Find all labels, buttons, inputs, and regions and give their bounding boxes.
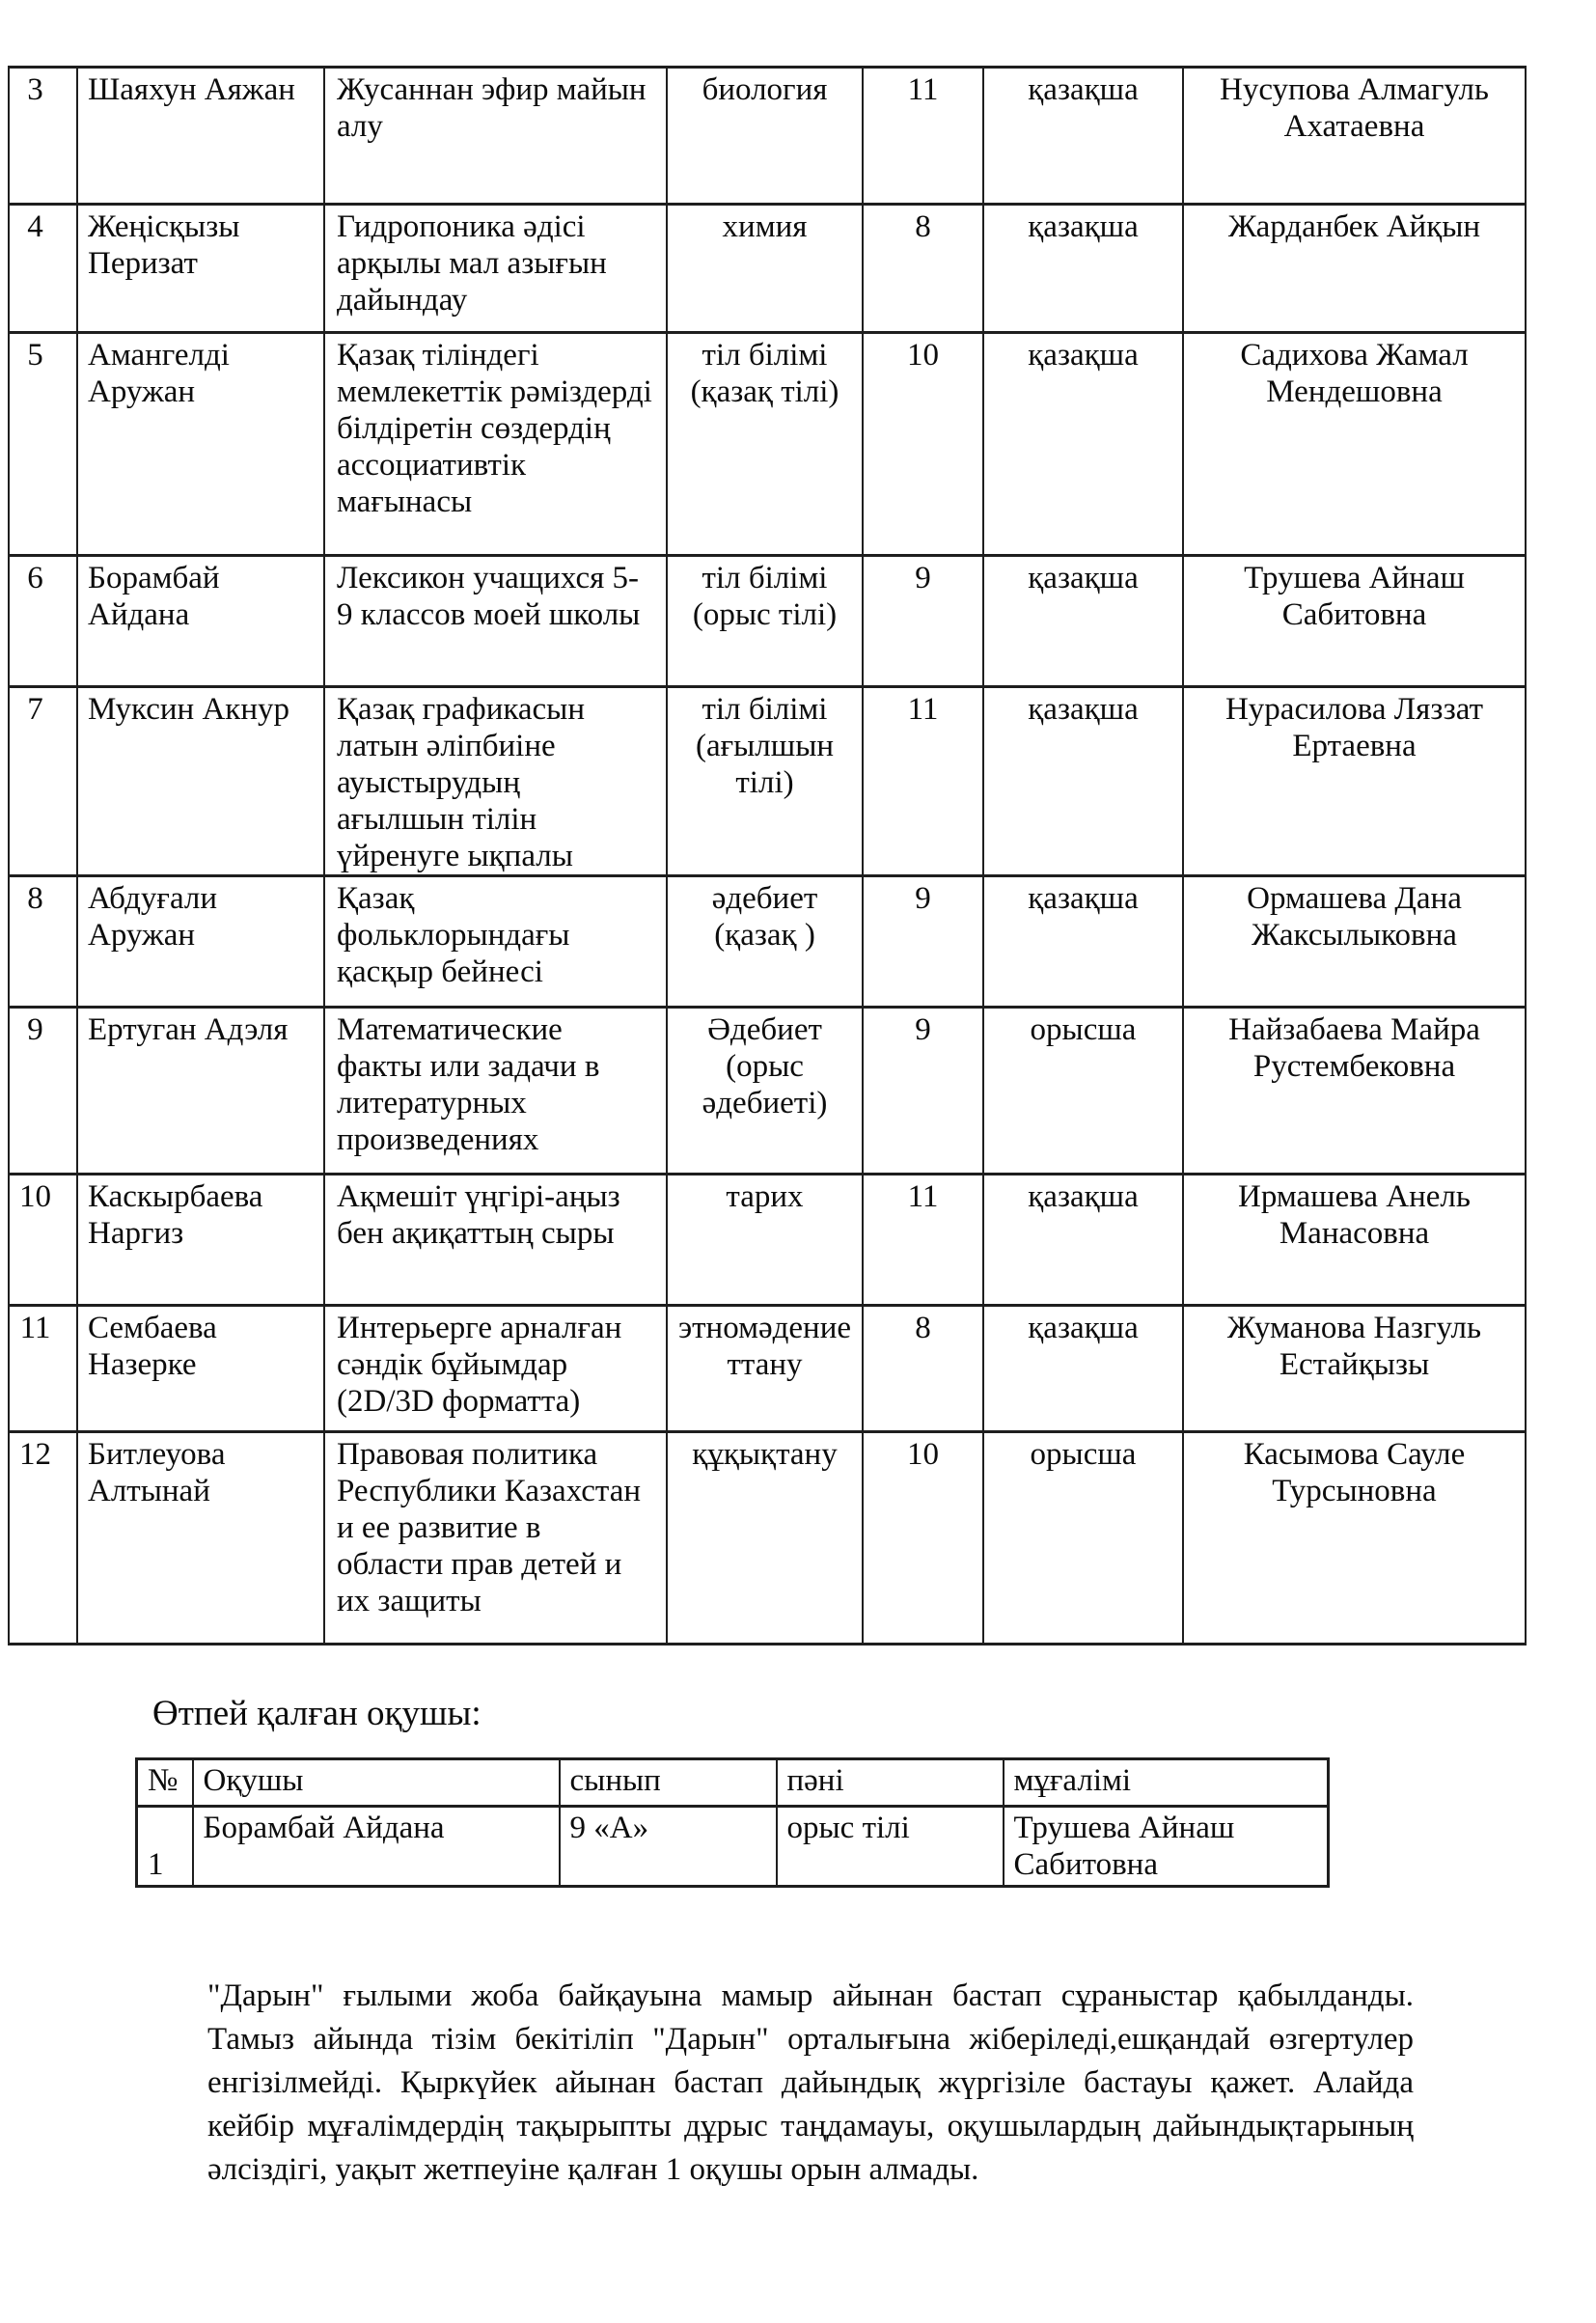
language: орысша [983, 1008, 1183, 1175]
subject: әдебиет (қазақ ) [667, 876, 863, 1008]
grade-class: 9 «А» [560, 1807, 777, 1887]
table-row [9, 876, 1526, 1008]
teacher-name: Нусупова Алмагуль Ахатаевна [1183, 68, 1526, 205]
teacher-name: Садихова Жамал Мендешовна [1183, 333, 1526, 556]
row-number: 1 [137, 1807, 193, 1887]
failed-section-title: Өтпей қалған оқушы: [152, 1694, 482, 1733]
project-title: Гидропоника әдісі арқылы мал азығын дайындау [324, 205, 667, 333]
student-name: Шаяхун Аяжан [77, 68, 324, 205]
subject: тіл білімі (қазақ тілі) [667, 333, 863, 556]
language: қазақша [983, 68, 1183, 205]
grade: 9 [863, 1008, 983, 1175]
header-teacher: мұғалімі [1004, 1759, 1329, 1807]
subject: этномәдениеттану [667, 1306, 863, 1432]
student-name: Сембаева Назерке [77, 1306, 324, 1432]
language: қазақша [983, 876, 1183, 1008]
teacher-name: Ирмашева Анель Манасовна [1183, 1175, 1526, 1306]
grade: 11 [863, 1175, 983, 1306]
student-name: Борамбай Айдана [193, 1807, 560, 1887]
language: қазақша [983, 687, 1183, 876]
row-number: 11 [9, 1306, 77, 1432]
language: қазақша [983, 556, 1183, 687]
grade: 9 [863, 876, 983, 1008]
row-number: 10 [9, 1175, 77, 1306]
table-row [9, 1008, 1526, 1175]
project-title: Ақмешіт үңгірі-аңыз бен ақиқаттың сыры [324, 1175, 667, 1306]
student-name: Муксин Акнур [77, 687, 324, 876]
row-number: 6 [9, 556, 77, 687]
table-row [9, 205, 1526, 333]
language: қазақша [983, 1175, 1183, 1306]
subject: тіл білімі (ағылшын тілі) [667, 687, 863, 876]
teacher-name: Жуманова Назгуль Естайқызы [1183, 1306, 1526, 1432]
project-title: Математические факты или задачи в литературных произведениях [324, 1008, 667, 1175]
teacher-name: Нурасилова Ляззат Ертаевна [1183, 687, 1526, 876]
language: қазақша [983, 1306, 1183, 1432]
scanned-document-page [0, 66, 1596, 2323]
language: қазақша [983, 205, 1183, 333]
row-number: 3 [9, 68, 77, 205]
row-number: 5 [9, 333, 77, 556]
language: орысша [983, 1432, 1183, 1645]
subject: химия [667, 205, 863, 333]
project-title: Лексикон учащихся 5-9 классов моей школы [324, 556, 667, 687]
project-title: Жусаннан эфир майын алу [324, 68, 667, 205]
student-name: Битлеуова Алтынай [77, 1432, 324, 1645]
subject: биология [667, 68, 863, 205]
row-number: 8 [9, 876, 77, 1008]
row-number: 7 [9, 687, 77, 876]
failed-students-table [135, 1757, 1330, 1888]
teacher-name: Трушева Айнаш Сабитовна [1004, 1807, 1329, 1887]
table-row [137, 1807, 1329, 1887]
header-no: № [137, 1759, 193, 1807]
teacher-name: Касымова Сауле Турсыновна [1183, 1432, 1526, 1645]
closing-paragraph: "Дарын" ғылыми жоба байқауына мамыр айынан бастап сұраныстар қабылданды. Тамыз айында тізім бекітіліп "Дарын" орталығына жіберіледі,ешқандай өзгертулер енгізілмейді. Қыркүйек айынан бастап дайындық жүргізіле бастауы қажет. Алайда кейбір мұғалімдердің тақырыпты дұрыс таңдамауы, оқушылардың дайындықтарының әлсіздігі, уақыт жетпеуіне қалған 1 оқушы орын алмады. [207, 1978, 1414, 2187]
student-name: Амангелді Аружан [77, 333, 324, 556]
subject: тарих [667, 1175, 863, 1306]
project-title: Қазақ графикасын латын әліпбиіне ауыстырудың ағылшын тілін үйренуге ықпалы [324, 687, 667, 876]
projects-table [8, 66, 1527, 1645]
subject: орыс тілі [777, 1807, 1004, 1887]
teacher-name: Трушева Айнаш Сабитовна [1183, 556, 1526, 687]
grade: 9 [863, 556, 983, 687]
grade: 10 [863, 333, 983, 556]
subject: тіл білімі (орыс тілі) [667, 556, 863, 687]
student-name: Абдуғали Аружан [77, 876, 324, 1008]
subject: Әдебиет (орыс әдебиеті) [667, 1008, 863, 1175]
teacher-name: Найзабаева Майра Рустембековна [1183, 1008, 1526, 1175]
table-row [9, 1432, 1526, 1645]
teacher-name: Жарданбек Айқын [1183, 205, 1526, 333]
row-number: 4 [9, 205, 77, 333]
header-student: Оқушы [193, 1759, 560, 1807]
table-row [9, 1306, 1526, 1432]
project-title: Қазақ фольклорындағы қасқыр бейнесі [324, 876, 667, 1008]
table-row [9, 68, 1526, 205]
student-name: Ертуган Адэля [77, 1008, 324, 1175]
grade: 11 [863, 68, 983, 205]
row-number: 9 [9, 1008, 77, 1175]
student-name: Жеңісқызы Перизат [77, 205, 324, 333]
project-title: Интерьерге арналған сәндік бұйымдар (2D/3D форматта) [324, 1306, 667, 1432]
teacher-name: Ормашева Дана Жаксылыковна [1183, 876, 1526, 1008]
grade: 11 [863, 687, 983, 876]
table-row [9, 556, 1526, 687]
subject: құқықтану [667, 1432, 863, 1645]
student-name: Каскырбаева Наргиз [77, 1175, 324, 1306]
grade: 8 [863, 1306, 983, 1432]
header-grade-class: сынып [560, 1759, 777, 1807]
table-row [9, 333, 1526, 556]
grade: 8 [863, 205, 983, 333]
table-row [9, 1175, 1526, 1306]
student-name: Борамбай Айдана [77, 556, 324, 687]
row-number: 12 [9, 1432, 77, 1645]
header-subject: пәні [777, 1759, 1004, 1807]
table-header-row [137, 1759, 1329, 1807]
language: қазақша [983, 333, 1183, 556]
table-row [9, 687, 1526, 876]
project-title: Қазақ тіліндегі мемлекеттік рәміздерді білдіретін сөздердің ассоциативтік мағынасы [324, 333, 667, 556]
grade: 10 [863, 1432, 983, 1645]
project-title: Правовая политика Республики Казахстан и ее развитие в области прав детей и их защиты [324, 1432, 667, 1645]
